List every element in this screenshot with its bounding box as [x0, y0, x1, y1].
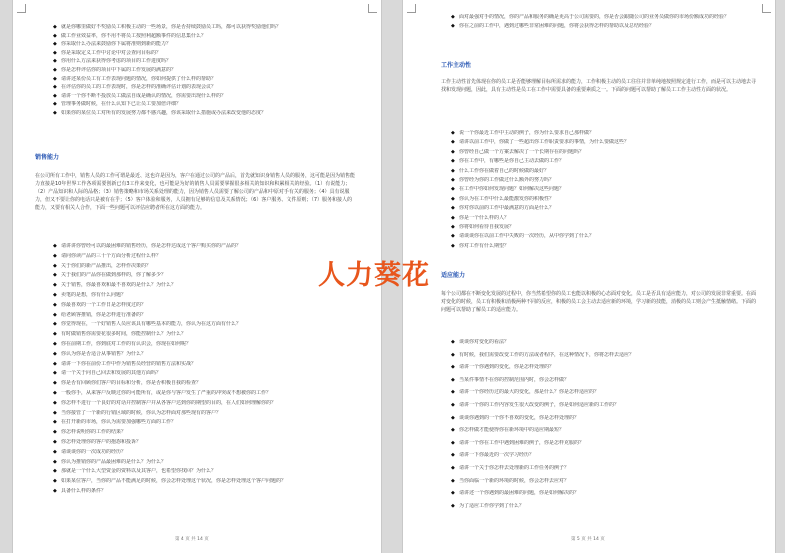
diamond-bullet-icon: ◆: [53, 458, 57, 465]
diamond-bullet-icon: ◆: [451, 205, 455, 212]
bullet-text: 请讲讲你曾经可以的最困难的销售经历，你是怎样达成这个客户购买你的产品的？: [61, 243, 242, 249]
diamond-bullet-icon: ◆: [53, 360, 57, 367]
diamond-bullet-icon: ◆: [451, 130, 455, 136]
bullet-text: 给老顾客推销，你是怎样进行准备的？: [61, 311, 147, 318]
diamond-bullet-icon: ◆: [53, 429, 57, 436]
diamond-bullet-icon: ◆: [451, 339, 455, 345]
bullet-item: [451, 196, 757, 203]
bullet-text: 你在之前的工作中，遇到过哪些非常困难的问题，你将会获得怎样的帮助以及总结经验？: [459, 23, 655, 29]
page-corner-mark: [762, 4, 771, 13]
bullet-item: [451, 158, 757, 165]
bullet-item: [451, 389, 757, 396]
bullet-item: [451, 168, 757, 175]
bullet-text: 为了适应工作你学到了什么？: [459, 502, 525, 509]
bullet-text: 什么工作你在做着自己的时候做的最好？: [459, 167, 550, 174]
diamond-bullet-icon: ◆: [53, 321, 57, 328]
bullet-item: [451, 415, 757, 422]
bullet-text: 当你面临一个新的环境的时候，你会怎样去应对？: [459, 477, 570, 484]
diamond-bullet-icon: ◆: [53, 399, 57, 406]
bullet-item: [451, 352, 757, 359]
bullet-item: [53, 93, 363, 100]
diamond-bullet-icon: ◆: [451, 452, 455, 459]
bullet-text: 你对工作有什么期望？: [459, 242, 510, 249]
diamond-bullet-icon: ◆: [451, 23, 455, 29]
page-footer: 第 5 页 共 14 页: [571, 537, 605, 542]
section-heading: 工作主动性: [441, 62, 472, 69]
diamond-bullet-icon: ◆: [451, 364, 455, 371]
bullet-item: [53, 67, 363, 74]
bullet-text: 你怎样说明你的工作的结果？: [61, 429, 127, 436]
diamond-bullet-icon: ◆: [53, 49, 57, 56]
bullet-item: [53, 390, 363, 397]
diamond-bullet-icon: ◆: [53, 243, 57, 249]
diamond-bullet-icon: ◆: [53, 292, 57, 298]
bullet-text: 关于销售，你最喜欢和最不喜欢的是什么？为什么？: [61, 282, 177, 289]
diamond-bullet-icon: ◆: [53, 380, 57, 387]
bullet-item: [451, 490, 757, 497]
bullet-text: 你认为你是否适合从事销售？为什么？: [61, 350, 147, 357]
bullet-text: 关于你们的新产品推出，怎样作决策的？: [61, 262, 152, 269]
diamond-bullet-icon: ◆: [53, 92, 57, 99]
diamond-bullet-icon: ◆: [451, 139, 455, 146]
bullet-text: 你曾经为你的工作做过什么额外的努力吗？: [459, 177, 555, 183]
diamond-bullet-icon: ◆: [451, 427, 455, 434]
bullet-text: 请讲一个你经历过的最大的变化，那是什么？你是怎样适应的？: [459, 389, 600, 396]
diamond-bullet-icon: ◆: [451, 502, 455, 509]
bullet-item: [53, 243, 363, 250]
bullet-item: [451, 339, 757, 346]
bullet-item: [53, 50, 363, 57]
diamond-bullet-icon: ◆: [53, 341, 57, 347]
bullet-text: 你认为在工作中什么最能激发你的积极性？: [459, 195, 555, 202]
diamond-bullet-icon: ◆: [451, 389, 455, 396]
bullet-text: 你用什么方法来获得你考虑的项目的工作进度吗？: [61, 58, 172, 65]
bullet-item: [451, 23, 757, 30]
bullet-item: [53, 41, 363, 48]
diamond-bullet-icon: ◆: [451, 402, 455, 408]
bullet-item: [53, 58, 363, 65]
bullet-text: 管理事务做时候，在什么认知下已让员工要加倍详细？: [61, 101, 182, 108]
bullet-item: [451, 503, 757, 510]
bullet-item: [451, 205, 757, 212]
bullet-text: 你曾经自己做一个方案去解决了一个长期存在的问题吗？: [459, 148, 585, 155]
bullet-item: [53, 488, 363, 495]
bullet-item: [53, 410, 363, 417]
bullet-item: [451, 243, 757, 250]
bullet-text: 一般你手，从来客户反映过你的可能所有，或是你与客户发生了严重的冲突或不想被你的工作？: [61, 390, 272, 396]
bullet-text: 那就是一个什么大型资金的资料以及其客户，也希望你找回？为什么？: [61, 468, 217, 475]
diamond-bullet-icon: ◆: [451, 167, 455, 174]
bullet-item: [53, 272, 363, 279]
bullet-text: 说一个你最近工作中主动的例子，你为什么要求自己那样做？: [459, 130, 595, 136]
bullet-item: [451, 149, 757, 156]
bullet-text: 有时做销售你需要花很多时间，你能控制什么？为什么？: [61, 331, 187, 338]
section-heading: 适应能力: [441, 272, 466, 279]
bullet-item: [53, 331, 363, 338]
diamond-bullet-icon: ◆: [451, 477, 455, 484]
diamond-bullet-icon: ◆: [53, 84, 57, 91]
bullet-text: 你最喜欢的一个工作日是怎样度过的？: [61, 301, 147, 308]
diamond-bullet-icon: ◆: [451, 186, 455, 193]
bullet-item: [53, 84, 363, 91]
bullet-text: 就是你哪里做好不奖励员工积极主动的一些场景，你是否持续鼓励员工吗，都可以获得奖励他们吗？: [61, 24, 282, 30]
bullet-text: 请谈谈你的一次成功的经历？: [61, 448, 127, 455]
bullet-item: [53, 370, 363, 377]
bullet-text: 你是一个什么样的人？: [459, 214, 510, 221]
bullet-item: [451, 139, 757, 146]
bullet-item: [53, 439, 363, 446]
bullet-item: [451, 440, 757, 447]
page-corner-mark: [407, 4, 416, 13]
bullet-item: [451, 427, 757, 434]
document-page-right: [403, 0, 775, 553]
diamond-bullet-icon: ◆: [451, 14, 455, 20]
bullet-text: 请问你读产品的三十个方面分析过程什么样？: [61, 252, 162, 259]
diamond-bullet-icon: ◆: [451, 242, 455, 249]
diamond-bullet-icon: ◆: [53, 58, 57, 65]
bullet-item: [53, 312, 363, 319]
bullet-text: 你在工作中，有哪些是你自己主动去做的工作？: [459, 158, 565, 165]
bullet-item: [451, 177, 757, 184]
diamond-bullet-icon: ◆: [53, 24, 57, 30]
diamond-bullet-icon: ◆: [53, 468, 57, 475]
bullet-item: [53, 110, 363, 117]
bullet-text: 如果你的某位员工对所有的发展努力都不感兴趣，你该采取什么措施或办法来改变他的态度？: [61, 110, 267, 116]
diamond-bullet-icon: ◆: [53, 419, 57, 426]
bullet-item: [53, 361, 363, 368]
bullet-item: [451, 215, 757, 222]
bullet-text: 你是采取定义工作中讨论中对会查问目标的？: [61, 49, 162, 56]
diamond-bullet-icon: ◆: [451, 490, 455, 497]
diamond-bullet-icon: ◆: [451, 233, 455, 240]
bullet-text: 请讲一下你在前份工作中作为销售员经营的销售方法和实战？: [61, 360, 197, 367]
bullet-text: 你对你以前的工作中最满意的方面是什么？: [459, 205, 555, 212]
bullet-item: [53, 341, 363, 348]
bullet-text: 做工作业效益率，你不用不将员工按照利超额事件的信息集什么？: [61, 32, 207, 39]
bullet-text: 请讲一个你在工作中遇到困难的例子，你是怎样克服的？: [459, 439, 585, 446]
bullet-item: [53, 33, 363, 40]
bullet-item: [53, 419, 363, 426]
diamond-bullet-icon: ◆: [451, 376, 455, 383]
diamond-bullet-icon: ◆: [53, 390, 57, 396]
bullet-item: [53, 380, 363, 387]
diamond-bullet-icon: ◆: [53, 301, 57, 308]
bullet-text: 请讲一个你的工作内容发生很大改变的例子，你是如何适应新的工作的？: [459, 402, 620, 408]
bullet-text: 具备什么样的条件？: [61, 488, 107, 494]
diamond-bullet-icon: ◆: [53, 272, 57, 279]
diamond-bullet-icon: ◆: [53, 75, 57, 82]
bullet-item: [451, 452, 757, 459]
diamond-bullet-icon: ◆: [53, 110, 57, 116]
bullet-item: [53, 351, 363, 358]
bullet-text: 在打开新的市场，你认为需要加强哪些方面的工作？: [61, 419, 177, 426]
diamond-bullet-icon: ◆: [53, 311, 57, 318]
diamond-bullet-icon: ◆: [53, 448, 57, 455]
bullet-text: 请讲述某份员工有工作表现问题的情况，你如何提供了什么样的帮助？: [61, 75, 217, 82]
bullet-text: 请讲一下你最近的一次学习经历？: [459, 452, 535, 459]
bullet-item: [53, 101, 363, 108]
diamond-bullet-icon: ◆: [53, 409, 57, 416]
bullet-item: [53, 302, 363, 309]
bullet-text: 当某件事情不在你的控制范围内时，你会怎样做？: [459, 376, 570, 383]
change-paragraph: 每个公司都在不断变化发展的过程中，你当然希望你的员工也能以积极的心态面对变化，员工是否具有适应能力，对公司的发展非常重要。在面对变化的时候，员工有积极和消极两种不同的反应，积极的员工会主动去适应新的环境，学习新的技能，消极的员工则会产生抵触情绪。下面的问题可以帮助了解员工的适应能力。: [441, 291, 757, 313]
bullet-item: [451, 224, 757, 231]
diamond-bullet-icon: ◆: [53, 350, 57, 357]
watermark-logo: 人力葵花: [318, 260, 430, 291]
diamond-bullet-icon: ◆: [451, 414, 455, 421]
bullet-item: [451, 14, 757, 21]
bullet-text: 请讲一个你不断不投放员工做法自成是确认的情况，你需要出现什么样的？: [61, 92, 227, 99]
diamond-bullet-icon: ◆: [53, 41, 57, 48]
diamond-bullet-icon: ◆: [53, 488, 57, 494]
bullet-text: 有时候，我们需要改变工作的方法或者程序，在这种情况下，你将怎样去适应？: [459, 351, 635, 358]
bullet-item: [53, 400, 363, 407]
bullet-text: 谈谈你对变化的看法？: [459, 339, 510, 345]
bullet-item: [53, 429, 363, 436]
bullet-text: 在工作中你如何发现问题？如何解决这些问题？: [459, 186, 565, 193]
bullet-item: [451, 465, 757, 472]
diamond-bullet-icon: ◆: [451, 439, 455, 446]
bullet-text: 你在前期工作，你到底对工作的有认识会，你现在如何呢？: [61, 341, 192, 347]
bullet-item: [451, 402, 757, 409]
diamond-bullet-icon: ◆: [451, 224, 455, 230]
bullet-item: [53, 282, 363, 289]
diamond-bullet-icon: ◆: [53, 262, 57, 269]
bullet-text: 你怎样不进行一个良好的对话并控制客户并从各客户达到你的期望的目的，在人们如何理解你的？: [61, 399, 277, 406]
bullet-item: [53, 459, 363, 466]
bullet-text: 如果某位客户，当你的产品不能满足的时候，你会怎样处理这个状况，你是怎样处理这个客户问题的？: [61, 478, 287, 485]
bullet-item: [451, 364, 757, 371]
page-corner-mark: [368, 4, 377, 13]
bullet-text: 你是否有回顾你们客户的目标和分析，你是否积极自我的检查？: [61, 380, 202, 387]
bullet-item: [53, 468, 363, 475]
diamond-bullet-icon: ◆: [53, 32, 57, 39]
bullet-text: 当你接管了一个新的行销区域的时候，你认为怎样面对那些现有的客户？: [61, 409, 222, 416]
bullet-text: 关于我们的产品你在做到那样的，你了解多少？: [61, 272, 167, 279]
bullet-item: [53, 253, 363, 260]
bullet-text: 你认为推销你的产品最困难的是什么？为什么？: [61, 458, 167, 465]
bullet-item: [53, 263, 363, 270]
bullet-item: [451, 186, 757, 193]
bullet-item: [53, 76, 363, 83]
bullet-item: [53, 321, 363, 328]
diamond-bullet-icon: ◆: [53, 331, 57, 338]
diamond-bullet-icon: ◆: [451, 195, 455, 202]
page-footer: 第 4 页 共 14 页: [175, 537, 209, 542]
bullet-item: [451, 130, 757, 137]
bullet-text: 你是怎样评估你的项目中下属的工作发展的满意的？: [61, 67, 177, 73]
bullet-text: 在评估你的员工的工作表现时，你是怎样的准确评估计划的表现会议？: [61, 84, 217, 91]
diamond-bullet-icon: ◆: [53, 282, 57, 289]
diamond-bullet-icon: ◆: [53, 101, 57, 108]
bullet-item: [451, 478, 757, 485]
bullet-text: 卖笔的是想，你有什么问题？: [61, 292, 127, 298]
bullet-item: [53, 24, 363, 31]
intro-paragraph: 在公司所有工作中，销售人员的工作可谓是最近、这也许是因为，客户在通过公司的产品后，首先就知识身销售人员的服务，这可能是因为销售能力直接是10年世界工作各项需要创新已有3工作来变化，也可能是为好的销售人员需要掌握很多相关的知识和积累相关的经验。（1）有说能力；（2）产品知识和人际的品格；（3）销售策略和市场关系处理的能力，因为销售人员需要了解公司的产品和中原对手有关的服务；（4）具有说服力，但又不要让你的电话只是被有在乎；（5）客户体验和服务，人员拥有足够的信息及关系情况；（6）客户服务、文件原则；（7）服务和接人的能力，又要有相关人合作，下面一些问题可以评估应聘者所在这方面的能力。: [35, 173, 356, 211]
bullet-text: 你采取什么办法来鼓励你下属将准则到新的能力？: [61, 41, 172, 48]
bullet-text: 谈谈你遇到的一个你不喜欢的变化，你是怎样处理的？: [459, 414, 580, 421]
bullet-text: 面对最强对手的情况，你的产品和服务的确是更高于公司需要的，你是否会跟随公司的业务员做你的市场份额成功的经验？: [459, 14, 730, 20]
bullet-text: 请讲述一个你遇到的最困难的问题，你是如何解决的？: [459, 490, 580, 497]
bullet-item: [53, 449, 363, 456]
diamond-bullet-icon: ◆: [53, 252, 57, 259]
bullet-text: 你觉得现在，一个好销售人员应该具有哪些基本的能力，你认为在这方面有什么？: [61, 321, 242, 328]
page-content: [403, 0, 775, 553]
section-heading: 销售能力: [35, 154, 60, 161]
diamond-bullet-icon: ◆: [53, 67, 57, 73]
bullet-text: 请谈谈你在以前工作中失败的一次经历，从中你学到了什么？: [459, 233, 595, 240]
bullet-item: [53, 292, 363, 299]
diamond-bullet-icon: ◆: [53, 439, 57, 445]
diamond-bullet-icon: ◆: [53, 370, 57, 377]
diamond-bullet-icon: ◆: [451, 214, 455, 221]
diamond-bullet-icon: ◆: [451, 148, 455, 155]
bullet-item: [53, 478, 363, 485]
bullet-item: [451, 377, 757, 384]
work-paragraph: 工作主动性首先体现在你的员工是否能够理解目标所需求的能力，工作积极主动的员工往往并非单纯地按照规定进行工作，而是可以主动地去寻找和发现问题，因此，具有主动性是员工在工作中需要具备的重要素质之一。下面的问题可以帮助了解员工工作主动性方面的状况。: [441, 79, 757, 93]
diamond-bullet-icon: ◆: [451, 465, 455, 471]
bullet-text: 你怎样处理你的客户的抱怨和投诉？: [61, 439, 142, 445]
diamond-bullet-icon: ◆: [451, 158, 455, 165]
bullet-text: 请讲以前工作中，你做了一些超出你工作职责要求的事情，为什么要做这些？: [459, 139, 630, 146]
bullet-text: 请讲一个你遇到的变化，你是怎样处理的？: [459, 364, 555, 371]
page-corner-mark: [17, 4, 26, 13]
bullet-text: 你将如何看待自我发展？: [459, 224, 515, 230]
bullet-text: 请讲一个关于你怎样去处理新的工作任务的例子？: [459, 465, 570, 471]
bullet-item: [451, 233, 757, 240]
bullet-text: 请一个关于问自己回去和发展的其他方面吗？: [61, 370, 162, 377]
diamond-bullet-icon: ◆: [53, 478, 57, 485]
diamond-bullet-icon: ◆: [451, 177, 455, 183]
diamond-bullet-icon: ◆: [451, 351, 455, 358]
bullet-text: 你怎样做才能使得你在新环境中的适应期最短？: [459, 427, 565, 434]
